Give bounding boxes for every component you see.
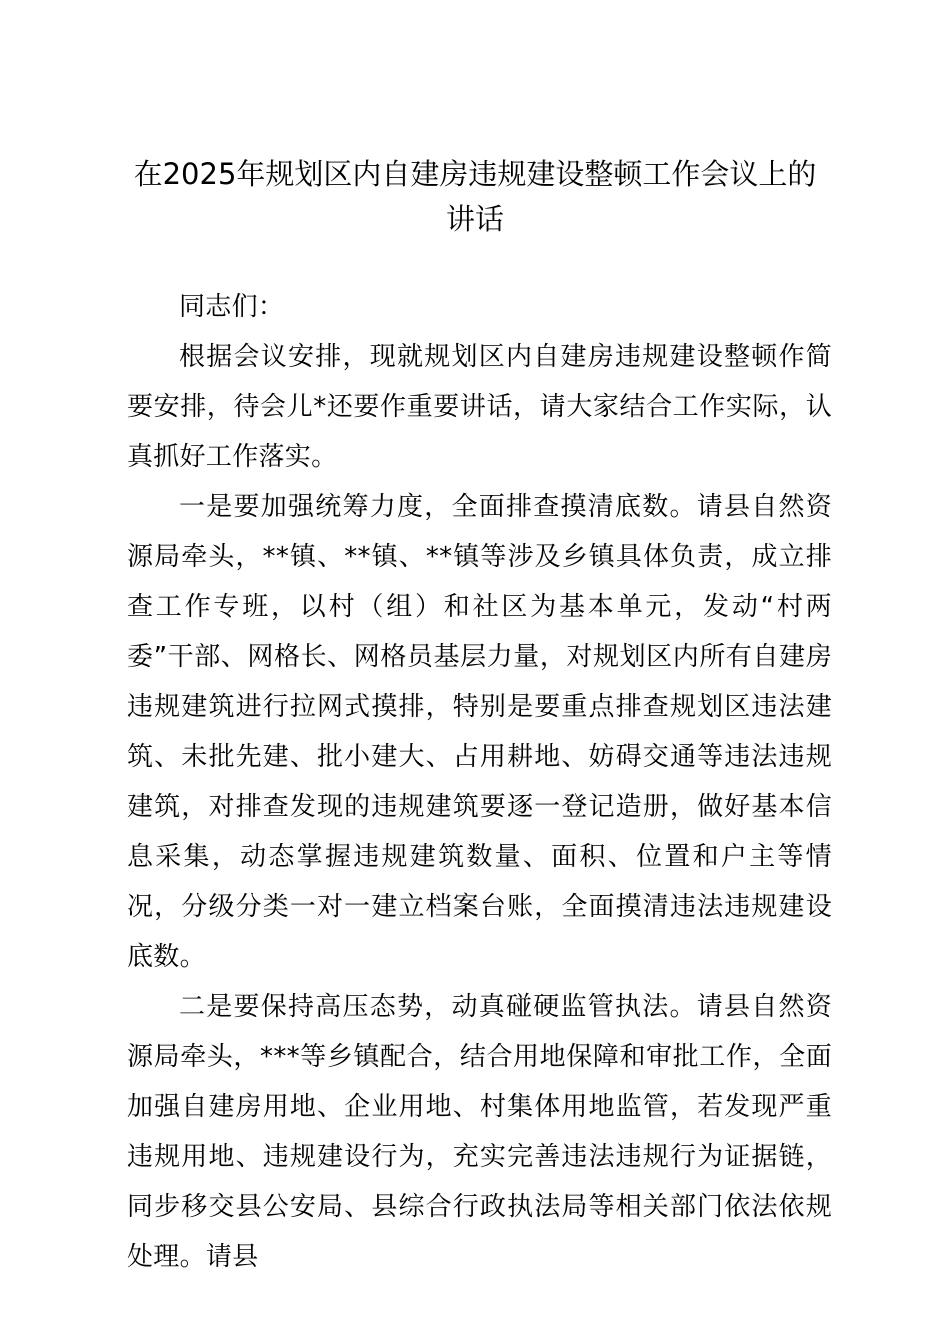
document-body xyxy=(127,282,832,1282)
paragraph-point-two: 二是要保持高压态势，动真碰硬监管执法。请县自然资源局牵头，***等乡镇配合，结合用地保障和审批工作，全面加强自建房用地、企业用地、村集体用地监管，若发现严重违规用地、违规建设行为，充实完善违法违规行为证据链，同步移交县公安局、县综合行政执法局等相关部门依法依规处理。请县 xyxy=(127,992,832,1272)
paragraph-point-one: 一是要加强统筹力度，全面排查摸清底数。请县自然资源局牵头，**镇、**镇、**镇等涉及乡镇具体负责，成立排查工作专班，以村（组）和社区为基本单元，发动“村两委”干部、网格长、网格员基层力量，对规划区内所有自建房违规建筑进行拉网式摸排，特别是要重点排查规划区违法建筑、未批先建、批小建大、占用耕地、妨碍交通等违法违规建筑，对排查发现的违规建筑要逐一登记造册，做好基本信息采集，动态掌握违规建筑数量、面积、位置和户主等情况，分级分类一对一建立档案台账，全面摸清违法违规建设底数。 xyxy=(127,492,832,972)
paragraph-intro: 根据会议安排，现就规划区内自建房违规建设整顿作简要安排，待会儿*还要作重要讲话，请大家结合工作实际，认真抓好工作落实。 xyxy=(127,342,832,472)
document-title: 在2025年规划区内自建房违规建设整顿工作会议上的讲话 xyxy=(133,157,817,236)
salutation: 同志们： xyxy=(179,292,285,322)
